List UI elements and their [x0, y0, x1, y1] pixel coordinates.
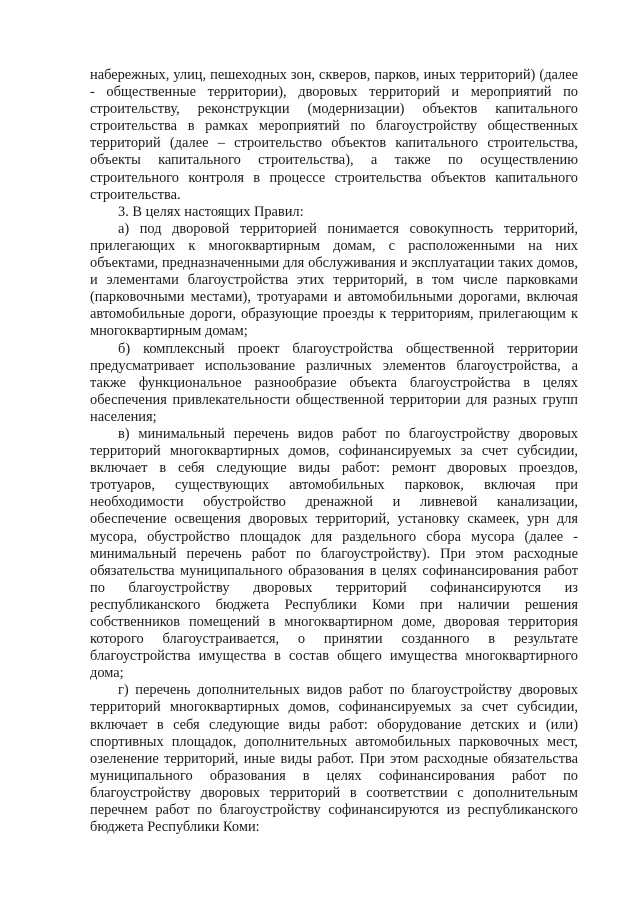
paragraph-item-b: б) комплексный проект благоустройства общественной территории предусматривает использование различных элементов благоустройства, а также функциональное разнообразие объекта благоустройства в целях обеспечения привлекательности общественной территории для разных групп населения;: [90, 340, 578, 425]
paragraph-item-g: г) перечень дополнительных видов работ по благоустройству дворовых территорий многоквартирных домов, софинансируемых за счет субсидии, включает в себя следующие виды работ: оборудование детских и (или) спортивных площадок, дополнительных автомобильных парковочных мест, озеленение территорий, иные виды работ. При этом расходные обязательства муниципального образования в целях софинансирования работ по благоустройству дворовых территорий в соответствии с дополнительным перечнем работ по благоустройству софинансируются из республиканского бюджета Республики Коми:: [90, 682, 578, 836]
paragraph-item-a: а) под дворовой территорией понимается совокупность территорий, прилегающих к многоквартирным домам, с расположенными на них объектами, предназначенными для обслуживания и эксплуатации таких домов, и элементами благоустройства этих территорий, в том числе парковками (парковочными местами), тротуарами и автомобильными дорогами, включая автомобильные дороги, образующие проезды к территориям, прилегающим к многоквартирным домам;: [90, 220, 578, 340]
document-body: [90, 67, 578, 836]
paragraph-item-v: в) минимальный перечень видов работ по благоустройству дворовых территорий многоквартирных домов, софинансируемых за счет субсидии, включает в себя следующие виды работ: ремонт дворовых проездов, тротуаров, существующих автомобильных парковок, включая при необходимости обустройство дренажной и ливневой канализации, обеспечение освещения дворовых территорий, установку скамеек, урн для мусора, обустройство площадок для раздельного сбора мусора (далее - минимальный перечень работ по благоустройству). При этом расходные обязательства муниципального образования в целях софинансирования работ по благоустройству дворовых территорий софинансируются из республиканского бюджета Республики Коми при наличии решения собственников помещений в многоквартирном доме, дворовая территория которого благоустраивается, о принятии созданного в результате благоустройства имущества в состав общего имущества многоквартирного дома;: [90, 425, 578, 682]
paragraph-continuation: набережных, улиц, пешеходных зон, скверов, парков, иных территорий) (далее - общественные территории), дворовых территорий и мероприятий по строительству, реконструкции (модернизации) объектов капитального строительства в рамках мероприятий по благоустройству общественных территорий (далее – строительство объектов капитального строительства, объекты капитального строительства), а также по осуществлению строительного контроля в процессе строительства объектов капитального строительства.: [90, 67, 578, 203]
paragraph-section-3: 3. В целях настоящих Правил:: [118, 203, 304, 220]
